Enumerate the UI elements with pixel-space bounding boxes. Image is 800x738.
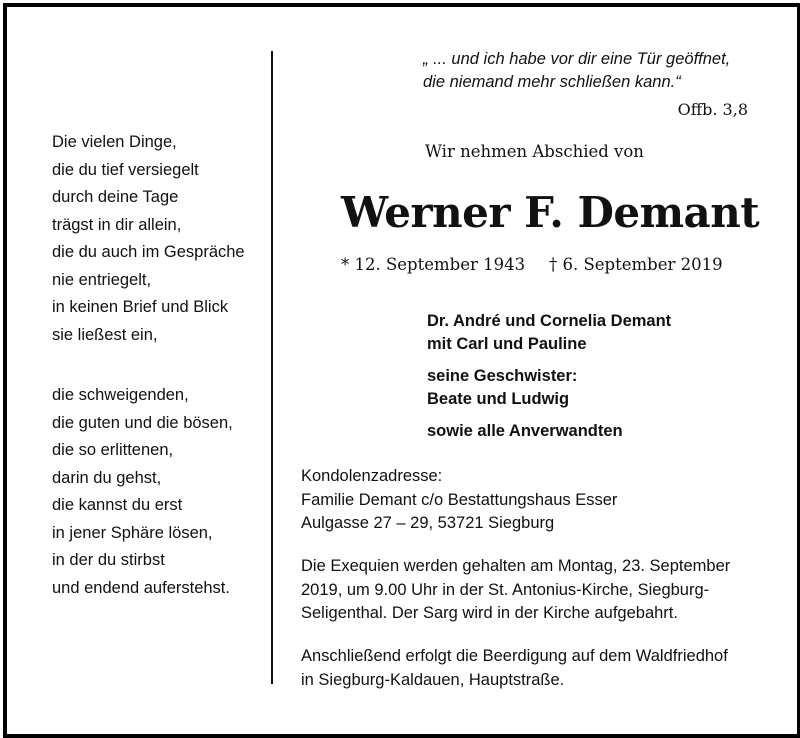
poem-stanza-2 <box>52 382 233 602</box>
condolence-line: Familie Demant c/o Bestattungshaus Esser <box>301 490 618 509</box>
poem-line: in jener Sphäre lösen, <box>52 523 213 542</box>
poem-line: darin du gehst, <box>52 468 162 487</box>
mourner-group-relatives <box>427 420 623 443</box>
condolence-line: Kondolenzadresse: <box>301 467 443 485</box>
burial-line: Anschließend erfolgt die Beerdigung auf dem Waldfriedhof <box>301 647 728 665</box>
service-info <box>301 555 730 626</box>
death-date: † 6. September 2019 <box>549 255 723 274</box>
service-line: Die Exequien werden gehalten am Montag, 23. September <box>301 557 731 575</box>
mourner-line: Dr. André und Cornelia Demant <box>427 312 672 330</box>
poem-line: die du auch im Gespräche <box>52 243 245 261</box>
birth-date: * 12. September 1943 <box>341 255 526 274</box>
poem-line: die kannst du erst <box>52 496 183 514</box>
burial-info <box>301 645 728 692</box>
service-line: Seligenthal. Der Sarg wird in der Kirche aufgebahrt. <box>301 604 678 622</box>
poem-line: und endend auferstehst. <box>52 578 230 597</box>
mourner-group-family <box>427 310 671 356</box>
poem-line: durch deine Tage <box>52 188 179 206</box>
mourner-line: seine Geschwister: <box>427 367 578 385</box>
poem-line: nie entriegelt, <box>52 270 152 289</box>
farewell-intro: Wir nehmen Abschied von <box>425 142 644 161</box>
mourner-line: mit Carl und Pauline <box>427 335 587 353</box>
condolence-line: Aulgasse 27 – 29, 53721 Siegburg <box>301 514 555 532</box>
mourner-line: sowie alle Anverwandten <box>427 422 623 440</box>
service-line: 2019, um 9.00 Uhr in der St. Antonius-Kirche, Siegburg- <box>301 580 710 599</box>
poem-line: in der du stirbst <box>52 551 165 569</box>
poem-line: sie ließest ein, <box>52 325 158 344</box>
burial-line: in Siegburg-Kaldauen, Hauptstraße. <box>301 670 565 689</box>
poem-line: trägst in dir allein, <box>52 215 182 234</box>
bible-quote <box>423 48 730 94</box>
poem-stanza-1 <box>52 129 245 349</box>
quote-source: Offb. 3,8 <box>677 100 748 119</box>
mourner-line: Beate und Ludwig <box>427 390 570 408</box>
deceased-name: Werner F. Demant <box>341 188 760 237</box>
quote-line: die niemand mehr schließen kann.“ <box>423 73 681 91</box>
poem-line: Die vielen Dinge, <box>52 133 177 151</box>
poem-line: in keinen Brief und Blick <box>52 298 229 316</box>
vertical-divider <box>271 51 273 684</box>
condolence-address <box>301 465 617 536</box>
poem-line: die so erlittenen, <box>52 441 174 459</box>
quote-line: „ ... und ich habe vor dir eine Tür geöffnet, <box>423 50 731 68</box>
poem-line: die guten und die bösen, <box>52 413 233 432</box>
poem-line: die schweigenden, <box>52 386 189 404</box>
poem-line: die du tief versiegelt <box>52 160 199 179</box>
mourner-group-siblings <box>427 365 577 411</box>
